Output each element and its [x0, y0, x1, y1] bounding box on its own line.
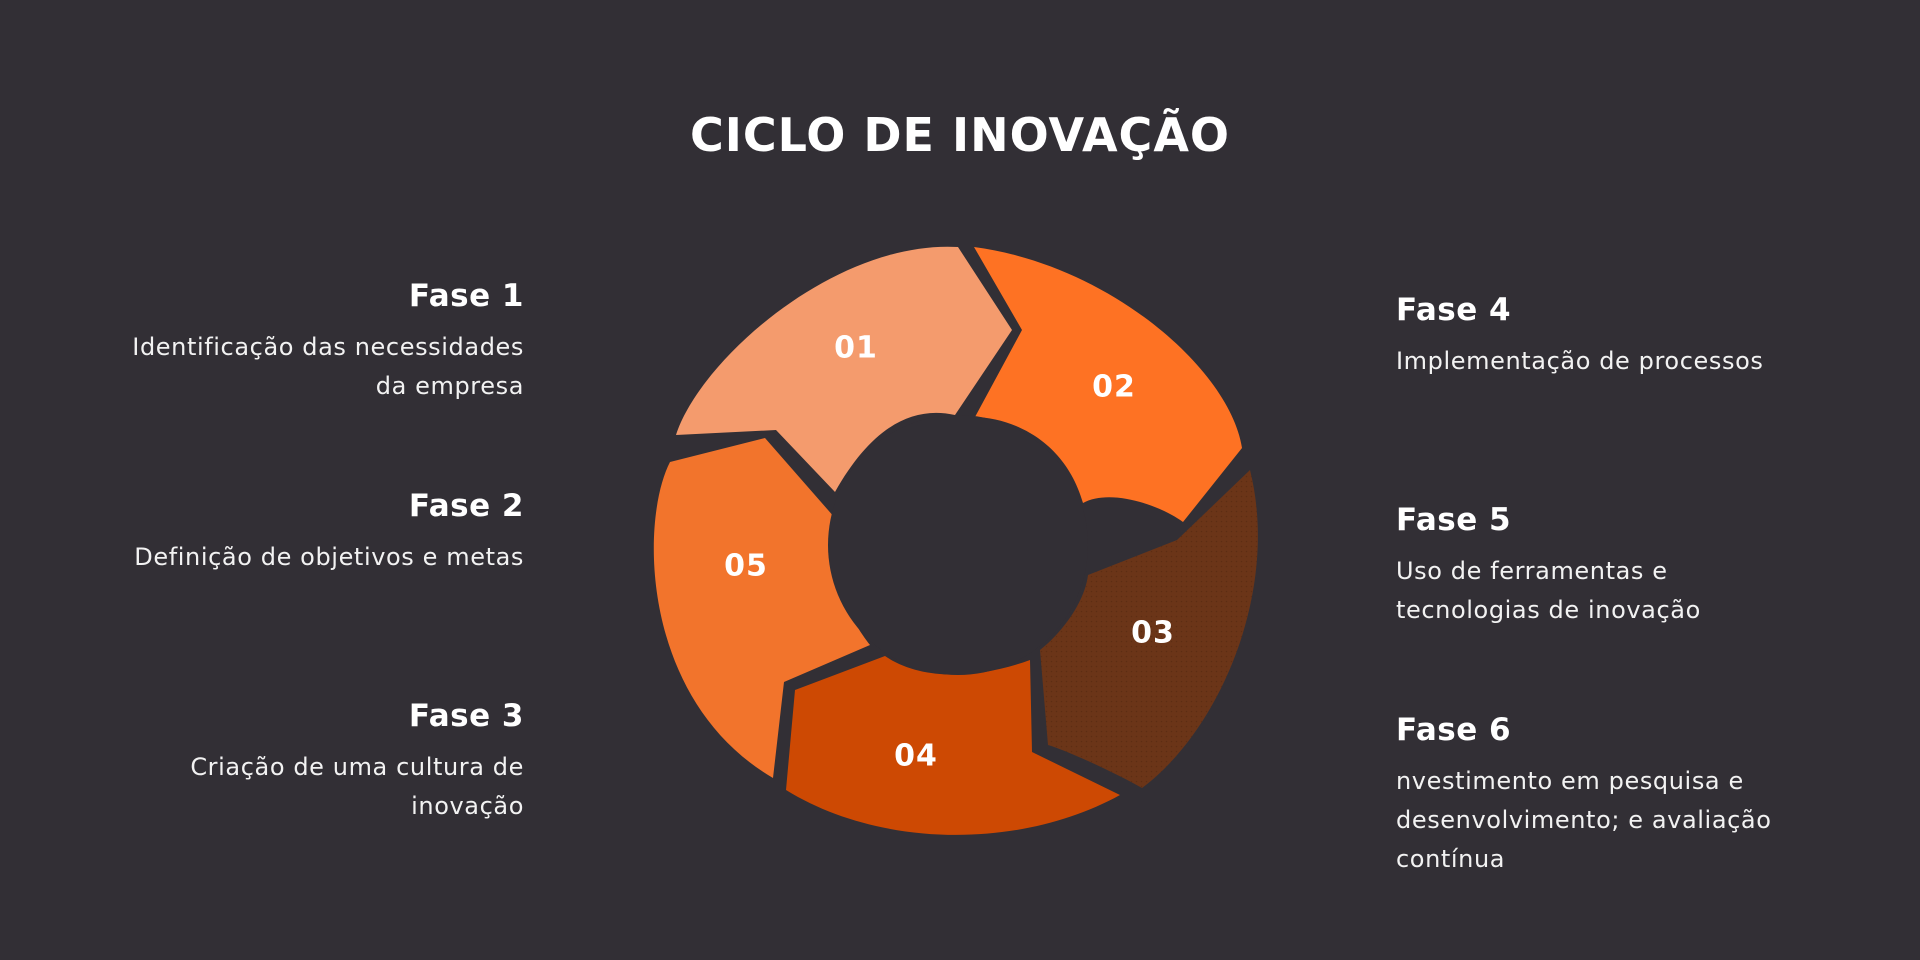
phase-1-description: Identificação das necessidades da empresa — [132, 333, 524, 400]
phase-6-label: Fase 6 — [1396, 712, 1512, 748]
phase-2 — [4, 488, 524, 577]
phase-5-description: Uso de ferramentas e tecnologias de inovação — [1396, 557, 1701, 624]
phase-3-description: Criação de uma cultura de inovação — [190, 753, 524, 820]
segment-number-03: 03 — [1131, 615, 1175, 651]
phase-6-description: nvestimento em pesquisa e desenvolvimento; e avaliação contínua — [1396, 767, 1772, 873]
cycle-center-hole — [828, 415, 1088, 675]
phase-4-label: Fase 4 — [1396, 292, 1512, 328]
phase-5-label: Fase 5 — [1396, 502, 1512, 538]
segment-number-02: 02 — [1092, 369, 1136, 405]
phase-6 — [1396, 712, 1916, 879]
phase-4-description: Implementação de processos — [1396, 347, 1764, 375]
phase-1 — [4, 278, 524, 406]
segment-number-04: 04 — [894, 738, 938, 774]
phase-2-label: Fase 2 — [408, 488, 524, 524]
phase-3-label: Fase 3 — [408, 698, 524, 734]
segment-number-01: 01 — [834, 330, 878, 366]
phase-5 — [1396, 502, 1916, 630]
page-title: CICLO DE INOVAÇÃO — [689, 108, 1231, 162]
phase-2-description: Definição de objetivos e metas — [134, 543, 524, 571]
phase-4 — [1396, 292, 1916, 381]
segment-number-05: 05 — [724, 548, 768, 584]
phase-1-label: Fase 1 — [408, 278, 524, 314]
phase-3 — [4, 698, 524, 826]
